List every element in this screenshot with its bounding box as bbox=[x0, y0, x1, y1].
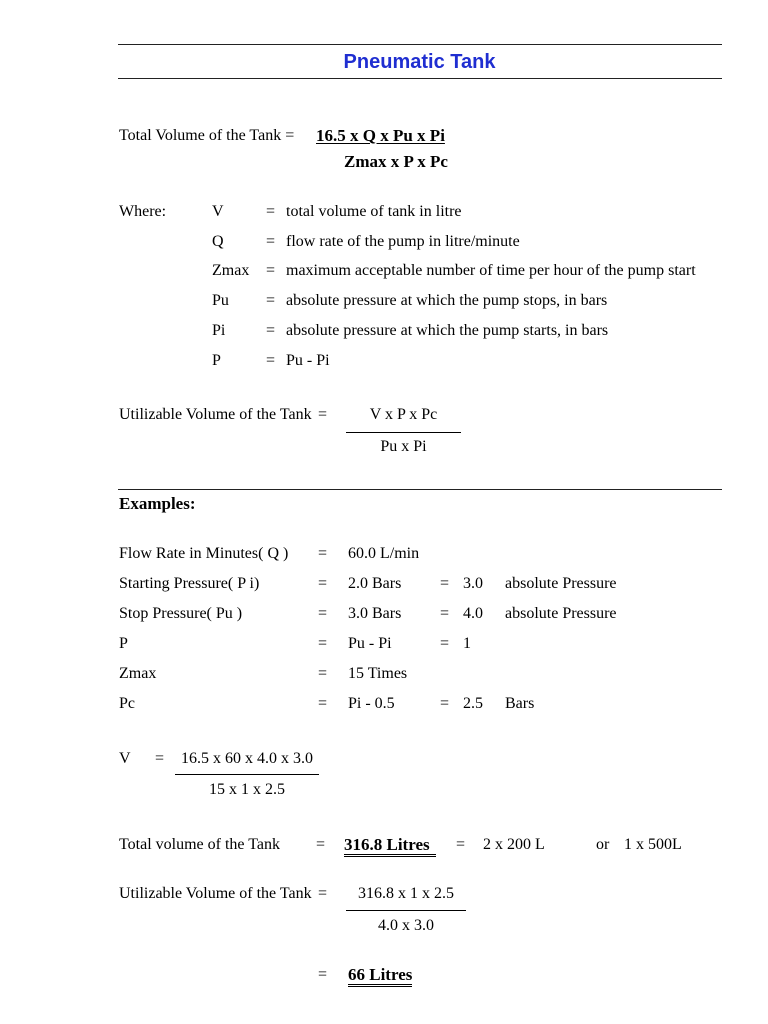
examples-heading: Examples: bbox=[119, 494, 196, 513]
example-value: 15 Times bbox=[348, 665, 408, 682]
example-value: 3.0 Bars bbox=[348, 605, 402, 622]
example-value-2: 3.0 bbox=[463, 575, 483, 592]
where-description: absolute pressure at which the pump starts, in bars bbox=[286, 322, 609, 339]
example-label: P bbox=[119, 635, 128, 652]
util-calc-equals: = bbox=[318, 885, 328, 902]
example-equals: = bbox=[318, 605, 328, 622]
example-equals: = bbox=[318, 635, 328, 652]
total-result-label: Total volume of the Tank bbox=[119, 836, 280, 853]
formula-label: Total Volume of the Tank = bbox=[119, 127, 295, 144]
util-calc-numerator: 316.8 x 1 x 2.5 bbox=[358, 885, 454, 902]
where-equals: = bbox=[266, 262, 276, 279]
utilizable-numerator: V x P x Pc bbox=[369, 406, 438, 423]
where-symbol: Zmax bbox=[212, 262, 250, 279]
where-symbol: Pi bbox=[212, 322, 226, 339]
v-fraction-line bbox=[175, 774, 319, 775]
example-equals: = bbox=[318, 695, 328, 712]
example-equals: = bbox=[318, 665, 328, 682]
example-label: Stop Pressure( Pu ) bbox=[119, 605, 243, 622]
example-label: Pc bbox=[119, 695, 135, 712]
total-result-value: 316.8 Litres bbox=[344, 836, 436, 857]
where-description: flow rate of the pump in litre/minute bbox=[286, 233, 520, 250]
utilizable-denominator: Pu x Pi bbox=[380, 438, 427, 455]
where-description: Pu - Pi bbox=[286, 352, 330, 369]
example-value-2: 1 bbox=[463, 635, 471, 652]
formula-denominator: Zmax x P x Pc bbox=[344, 152, 448, 171]
where-description: total volume of tank in litre bbox=[286, 203, 462, 220]
example-note: absolute Pressure bbox=[505, 575, 617, 592]
example-value-2: 2.5 bbox=[463, 695, 483, 712]
example-note: absolute Pressure bbox=[505, 605, 617, 622]
total-result-option-1: 2 x 200 L bbox=[483, 836, 545, 853]
example-equals-2: = bbox=[440, 635, 450, 652]
where-equals: = bbox=[266, 322, 276, 339]
page-title: Pneumatic Tank bbox=[343, 51, 496, 73]
util-result-equals: = bbox=[318, 966, 328, 983]
example-value: Pi - 0.5 bbox=[348, 695, 395, 712]
util-result-value: 66 Litres bbox=[348, 966, 412, 987]
example-value: Pu - Pi bbox=[348, 635, 392, 652]
example-note: Bars bbox=[505, 695, 535, 712]
where-equals: = bbox=[266, 203, 276, 220]
total-result-equals-2: = bbox=[456, 836, 466, 853]
total-result-option-2: 1 x 500L bbox=[624, 836, 682, 853]
example-equals-2: = bbox=[440, 605, 450, 622]
where-symbol: Pu bbox=[212, 292, 229, 309]
example-value-2: 4.0 bbox=[463, 605, 483, 622]
example-label: Zmax bbox=[119, 665, 157, 682]
where-description: absolute pressure at which the pump stops, in bars bbox=[286, 292, 608, 309]
example-equals-2: = bbox=[440, 695, 450, 712]
where-symbol: Q bbox=[212, 233, 224, 250]
example-equals: = bbox=[318, 545, 328, 562]
where-equals: = bbox=[266, 352, 276, 369]
examples-rule bbox=[118, 489, 722, 490]
example-value: 2.0 Bars bbox=[348, 575, 402, 592]
where-symbol: P bbox=[212, 352, 221, 369]
example-label: Starting Pressure( P i) bbox=[119, 575, 260, 592]
utilizable-fraction-line bbox=[346, 432, 461, 433]
utilizable-label: Utilizable Volume of the Tank bbox=[119, 406, 312, 423]
example-equals: = bbox=[318, 575, 328, 592]
example-value: 60.0 L/min bbox=[348, 545, 420, 562]
v-numerator: 16.5 x 60 x 4.0 x 3.0 bbox=[181, 750, 313, 767]
utilizable-equals: = bbox=[318, 406, 328, 423]
where-label: Where: bbox=[119, 203, 167, 220]
v-label: V bbox=[119, 750, 131, 767]
where-equals: = bbox=[266, 233, 276, 250]
v-equals: = bbox=[155, 750, 165, 767]
example-label: Flow Rate in Minutes( Q ) bbox=[119, 545, 289, 562]
example-equals-2: = bbox=[440, 575, 450, 592]
util-calc-denominator: 4.0 x 3.0 bbox=[378, 917, 434, 934]
where-symbol: V bbox=[212, 203, 224, 220]
util-calc-fraction-line bbox=[346, 910, 466, 911]
total-result-or: or bbox=[596, 836, 610, 853]
util-calc-label: Utilizable Volume of the Tank bbox=[119, 885, 312, 902]
title-bottom-rule bbox=[118, 78, 722, 79]
where-equals: = bbox=[266, 292, 276, 309]
title-top-rule bbox=[118, 44, 722, 45]
v-denominator: 15 x 1 x 2.5 bbox=[209, 781, 285, 798]
total-result-equals: = bbox=[316, 836, 326, 853]
where-description: maximum acceptable number of time per hour of the pump start bbox=[286, 262, 696, 279]
formula-numerator: 16.5 x Q x Pu x Pi bbox=[316, 126, 445, 145]
